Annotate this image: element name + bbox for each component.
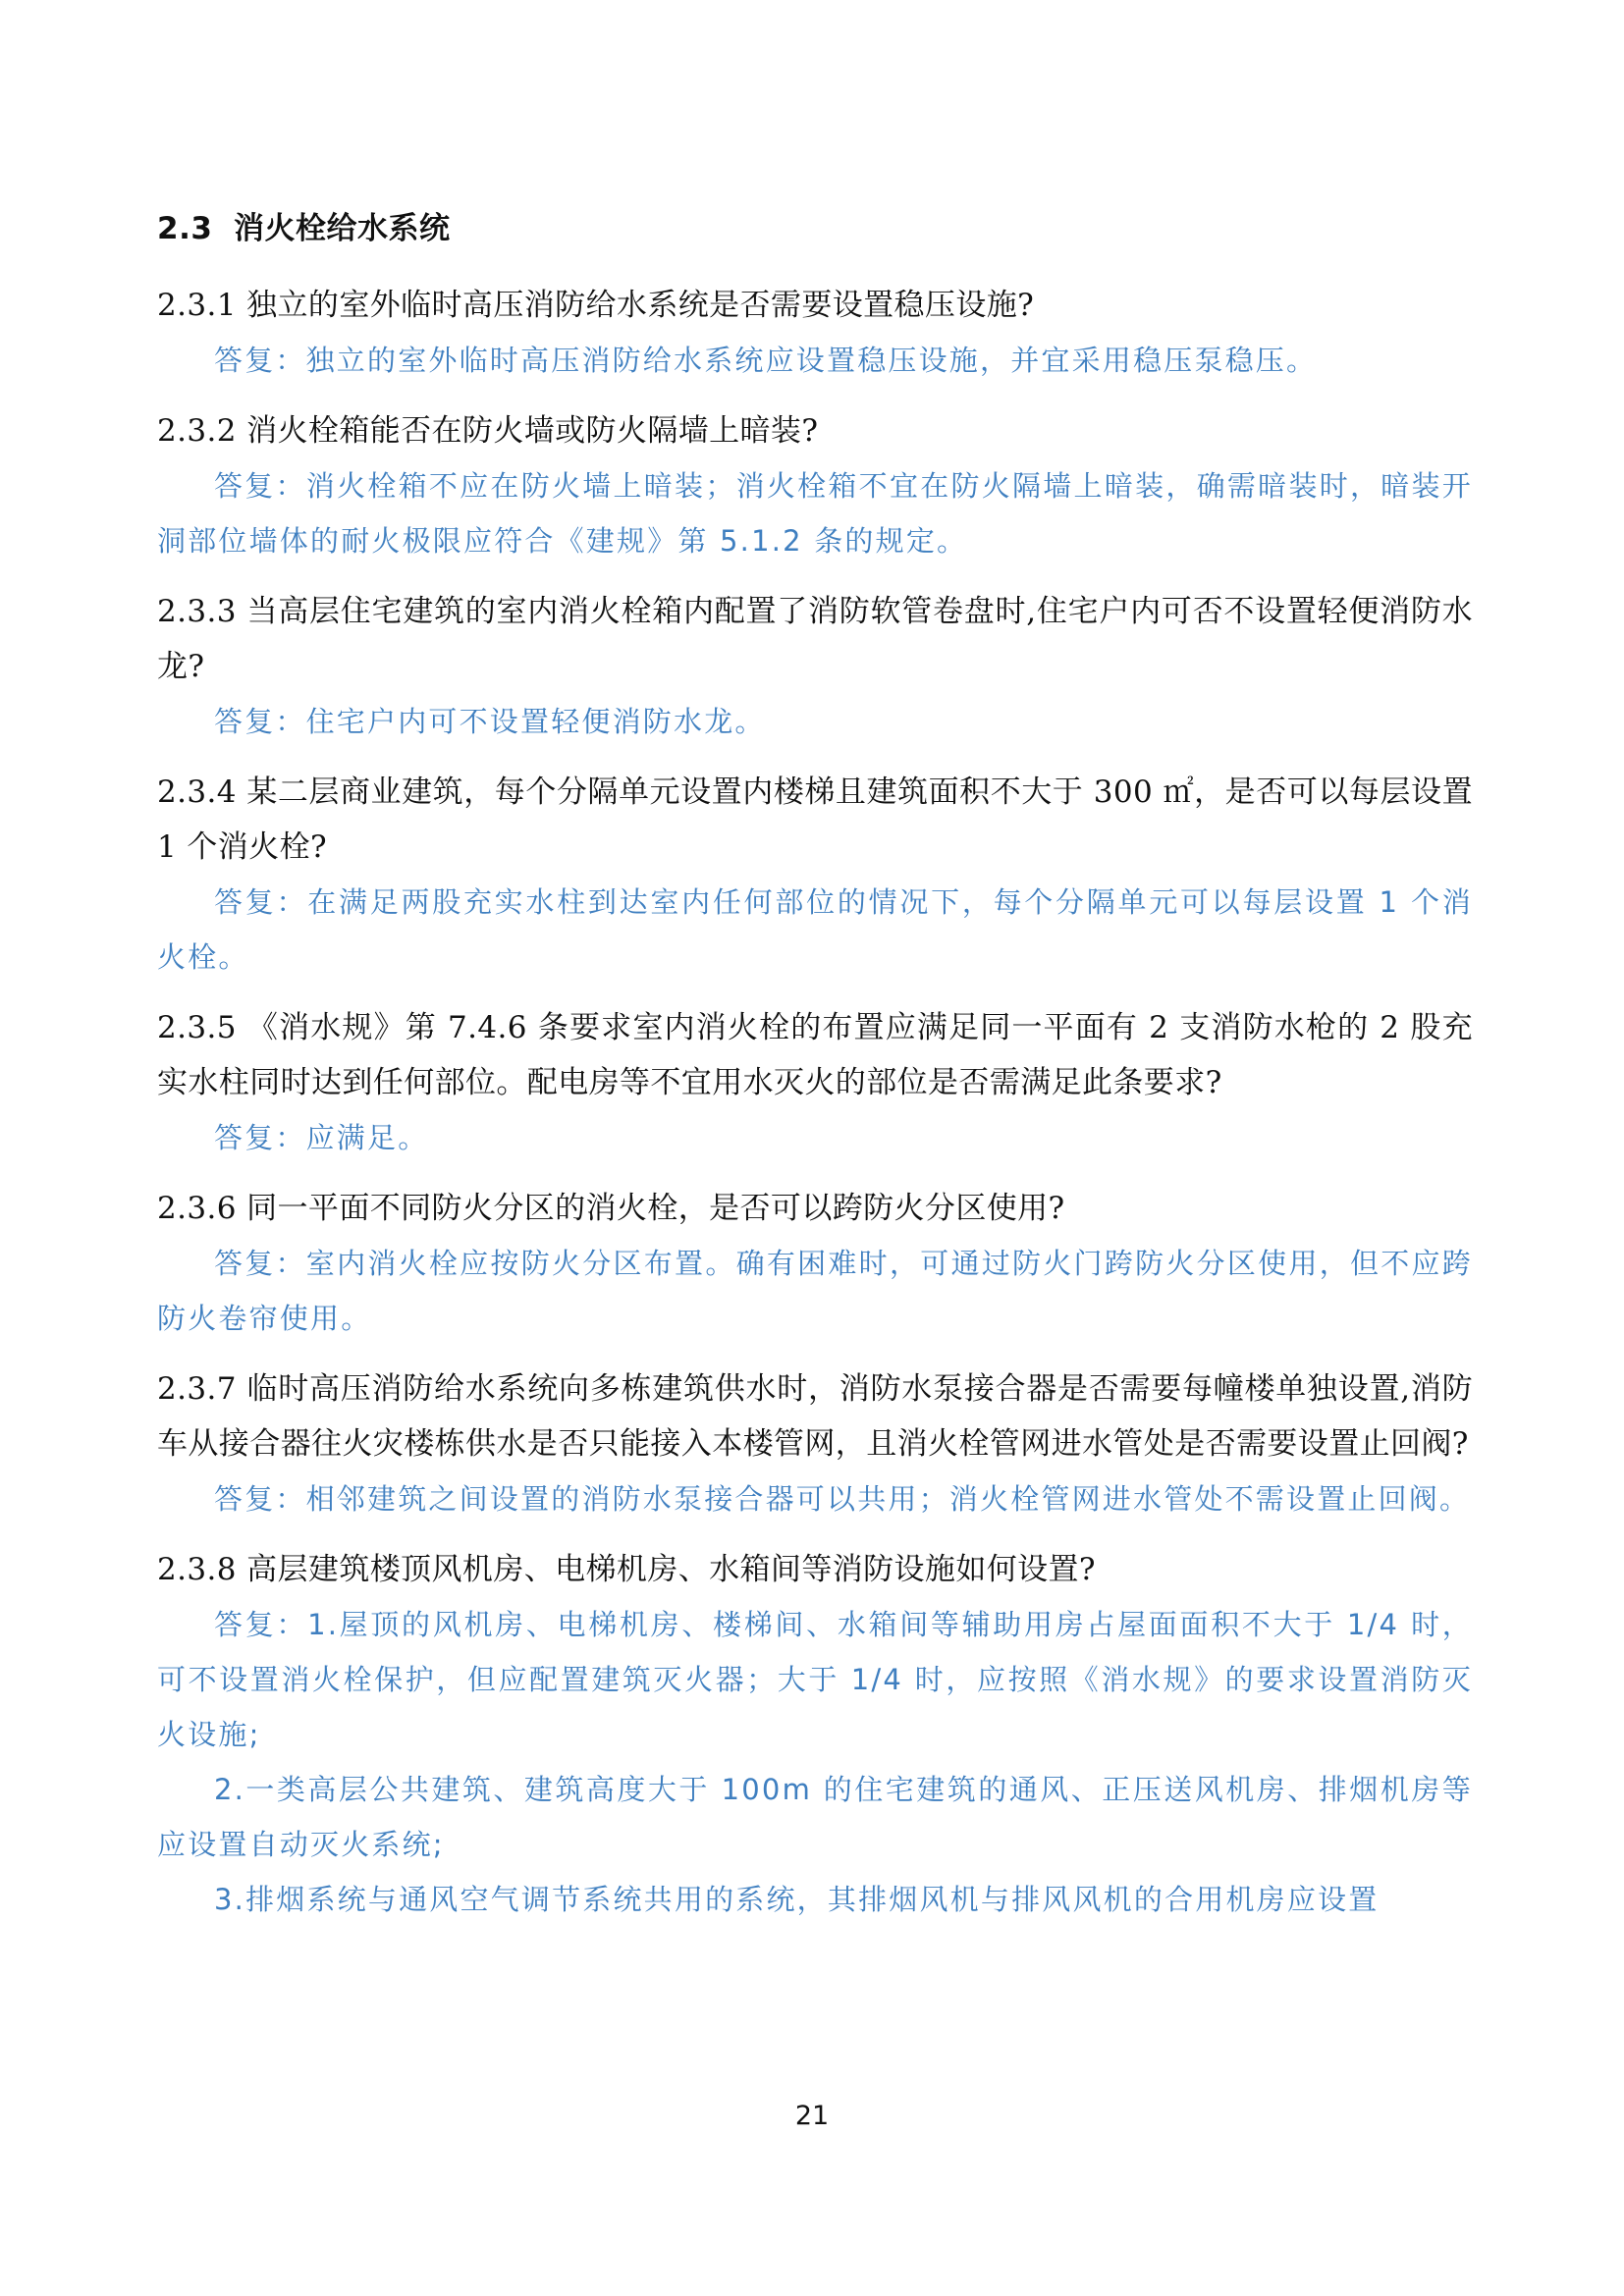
answer-text: 答复：应满足。 xyxy=(214,1121,429,1154)
question-text: 2.3.1 独立的室外临时高压消防给水系统是否需要设置稳压设施? xyxy=(157,288,1035,323)
answer-text: 答复：住宅户内可不设置轻便消防水龙。 xyxy=(214,705,766,738)
question-text: 2.3.7 临时高压消防给水系统向多栋建筑供水时，消防水泵接合器是否需要每幢楼单独设置,消防车从接合器往火灾楼栋供水是否只能接入本楼管网，且消火栓管网进水管处是否需要设置止回阀? xyxy=(157,1371,1473,1462)
question-text: 2.3.2 消火栓箱能否在防火墙或防火隔墙上暗装? xyxy=(157,413,819,449)
section-number: 2.3 xyxy=(157,211,213,246)
section-heading xyxy=(157,201,1473,256)
answer-text: 3.排烟系统与通风空气调节系统共用的系统，其排烟风机与排风风机的合用机房应设置 xyxy=(214,1883,1380,1916)
answer-text: 答复：相邻建筑之间设置的消防水泵接合器可以共用；消火栓管网进水管处不需设置止回阀。 xyxy=(214,1482,1471,1516)
qa-item-2-3-3 xyxy=(157,584,1473,749)
qa-item-2-3-1 xyxy=(157,278,1473,388)
answer-text: 答复：消火栓箱不应在防火墙上暗装；消火栓箱不宜在防火隔墙上暗装，确需暗装时，暗装开洞部位墙体的耐火极限应符合《建规》第 5.1.2 条的规定。 xyxy=(157,469,1473,558)
qa-item-2-3-6 xyxy=(157,1181,1473,1346)
answer-text: 答复：1.屋顶的风机房、电梯机房、楼梯间、水箱间等辅助用房占屋面面积不大于 1/4 时，可不设置消火栓保护，但应配置建筑灭火器；大于 1/4 时，应按照《消水规》的要求设置消防灭火设施; xyxy=(157,1608,1473,1751)
answer-text: 答复：独立的室外临时高压消防给水系统应设置稳压设施，并宜采用稳压泵稳压。 xyxy=(214,344,1318,377)
qa-item-2-3-8 xyxy=(157,1542,1473,1927)
qa-item-2-3-2 xyxy=(157,403,1473,568)
section-title: 消火栓给水系统 xyxy=(234,211,451,246)
question-text: 2.3.8 高层建筑楼顶风机房、电梯机房、水箱间等消防设施如何设置? xyxy=(157,1552,1096,1587)
question-text: 2.3.4 某二层商业建筑，每个分隔单元设置内楼梯且建筑面积不大于 300 ㎡，是否可以每层设置 1 个消火栓? xyxy=(157,774,1473,865)
document-page xyxy=(157,201,1473,1943)
question-text: 2.3.6 同一平面不同防火分区的消火栓，是否可以跨防火分区使用? xyxy=(157,1191,1065,1226)
qa-item-2-3-7 xyxy=(157,1362,1473,1526)
answer-text: 答复：室内消火栓应按防火分区布置。确有困难时，可通过防火门跨防火分区使用，但不应跨防火卷帘使用。 xyxy=(157,1247,1473,1335)
question-text: 2.3.3 当高层住宅建筑的室内消火栓箱内配置了消防软管卷盘时,住宅户内可否不设置轻便消防水龙? xyxy=(157,594,1473,684)
answer-text: 2.一类高层公共建筑、建筑高度大于 100m 的住宅建筑的通风、正压送风机房、排烟机房等应设置自动灭火系统; xyxy=(157,1773,1473,1861)
question-text: 2.3.5 《消水规》第 7.4.6 条要求室内消火栓的布置应满足同一平面有 2 支消防水枪的 2 股充实水柱同时达到任何部位。配电房等不宜用水灭火的部位是否需满足此条要求? xyxy=(157,1010,1473,1100)
qa-item-2-3-4 xyxy=(157,765,1473,985)
page-number: 21 xyxy=(794,2101,830,2131)
answer-text: 答复：在满足两股充实水柱到达室内任何部位的情况下，每个分隔单元可以每层设置 1 个消火栓。 xyxy=(157,885,1473,974)
qa-item-2-3-5 xyxy=(157,1000,1473,1165)
